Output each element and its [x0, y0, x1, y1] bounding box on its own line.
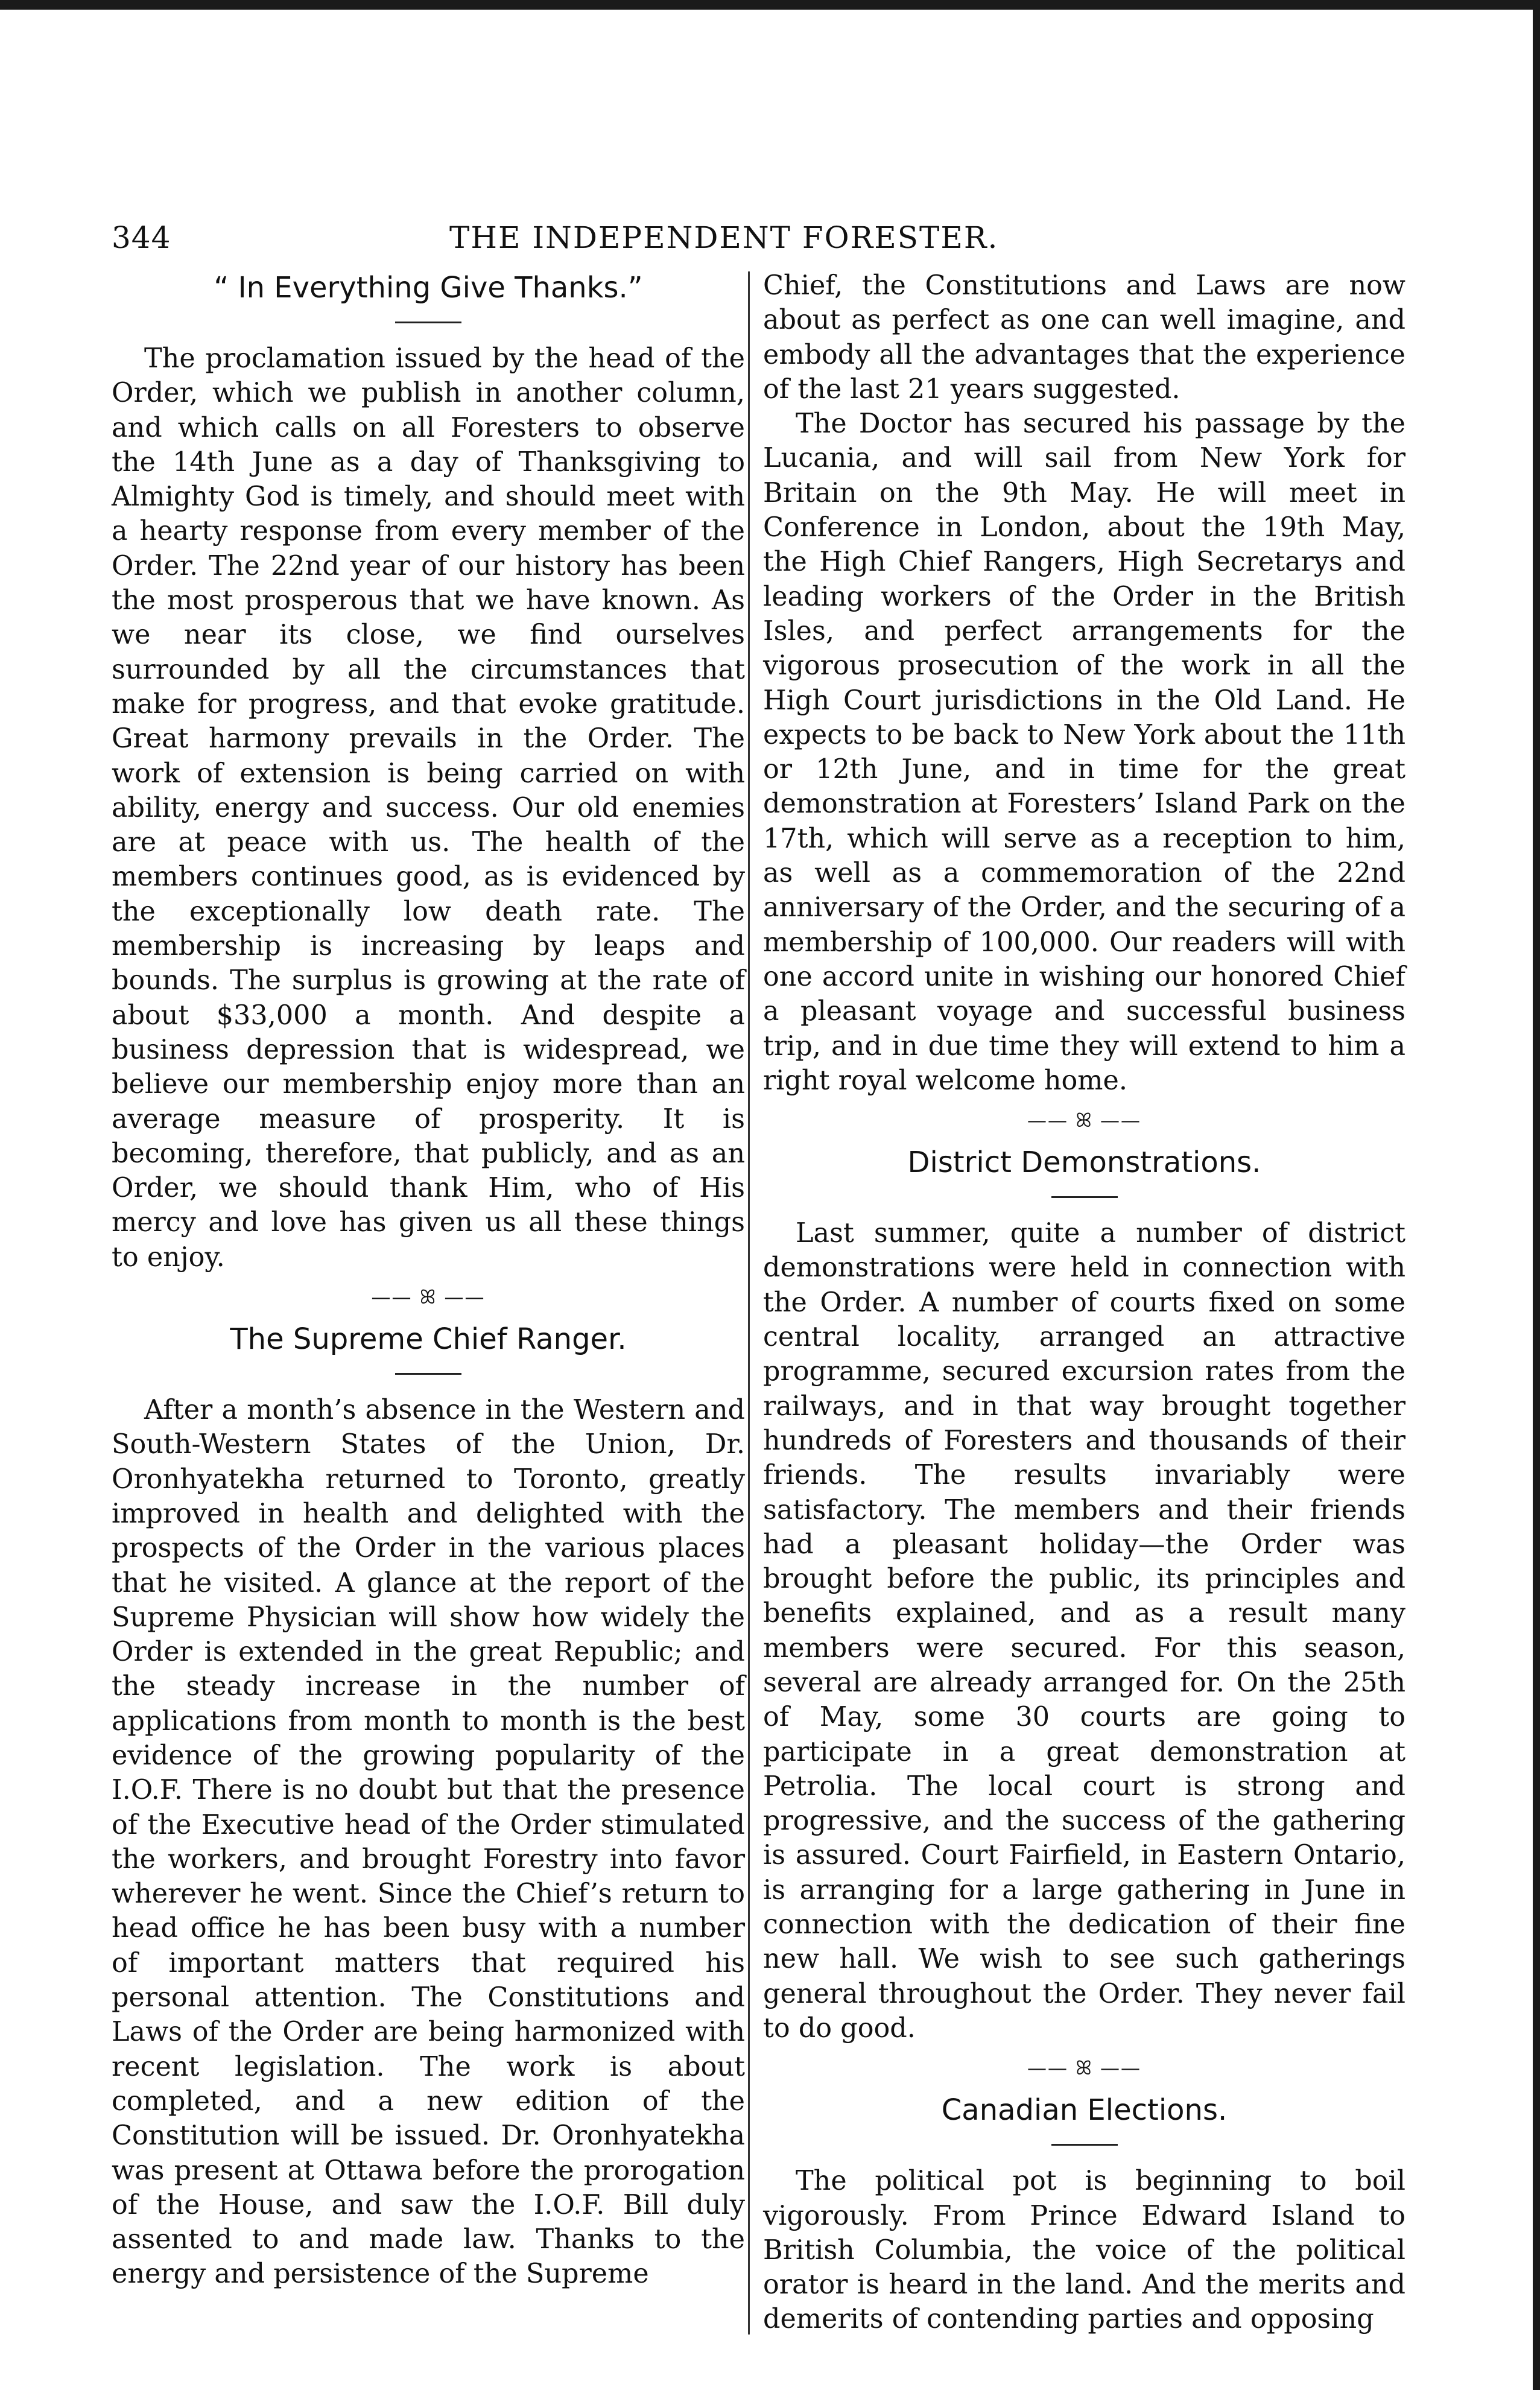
title-rule — [395, 322, 461, 323]
article-body-supreme-chief-continued: Chief, the Constitutions and Laws are now about as perfect as one can well imagine, and embody all the advantages that the experience of the last 21 years suggested. — [763, 270, 1405, 405]
section-ornament: —— ꕤ —— — [1027, 2056, 1141, 2080]
right-column — [763, 268, 1405, 2337]
article-body-supreme-chief: After a month’s absence in the Western and South-Western States of the Union, Dr. Oronhyatekha returned to Toronto, greatly improved in health and delighted with the prospects of the Order in the various places that he visited. A glance at the report of the Supreme Physician will show how widely the Order is extended in the great Republic; and the steady increase in the number of applications from month to month is the best evidence of the growing popularity of the I.O.F. There is no doubt but that the presence of the Executive head of the Order stimulated the workers, and brought Forestry into favor wherever he went. Since the Chief’s return to head office he has been busy with a number of important matters that required his personal attention. The Constitutions and Laws of the Order are being harmonized with recent legislation. The work is about completed, and a new edition of the Constitution will be issued. Dr. Oronhyatekha was present at Ottawa before the prorogation of the House, and saw the I.O.F. Bill duly assented to and made law. Thanks to the energy and persistence of the Supreme — [112, 1395, 745, 2290]
article-title-supreme-chief: The Supreme Chief Ranger. — [230, 1322, 627, 1357]
column-divider — [748, 271, 750, 2335]
article-title-district: District Demonstrations. — [907, 1146, 1261, 1180]
running-title: THE INDEPENDENT FORESTER. — [449, 220, 999, 255]
scan-border-right — [1533, 0, 1540, 2390]
title-rule — [1051, 2144, 1118, 2146]
scan-border-top — [0, 0, 1540, 10]
title-rule — [395, 1373, 461, 1375]
title-rule — [1051, 1196, 1118, 1198]
section-ornament: —— ꕤ —— — [371, 1285, 486, 1309]
page-header — [112, 220, 1408, 262]
article-body-elections: The political pot is beginning to boil vigorously. From Prince Edward Island to British Columbia, the voice of the political orator is heard in the land. And the merits and demerits of contending parties and opposing — [763, 2166, 1405, 2335]
article-title-thanks: “ In Everything Give Thanks.” — [214, 271, 643, 305]
article-body-district: Last summer, quite a number of district demonstrations were held in connection with the Order. A number of courts fixed on some central locality, arranged an attractive programme, secured excursion rates from the railways, and in that way brought together hundreds of Foresters and thousands of their friends. The results invariably were satisfactory. The members and their friends had a pleasant holiday—the Order was brought before the public, its principles and benefits explained, and as a result many members were secured. For this season, several are already arranged for. On the 25th of May, some 30 courts are going to participate in a great demonstration at Petrolia. The local court is strong and progressive, and the success of the gathering is assured. Court Fairfield, in Eastern Ontario, is arranging for a large gathering in June in connection with the dedication of their fine new hall. We wish to see such gatherings general throughout the Order. They never fail to do good. — [763, 1218, 1405, 2044]
section-ornament: —— ꕤ —— — [1027, 1109, 1141, 1132]
page-number: 344 — [112, 220, 171, 255]
article-body-thanks: The proclamation issued by the head of the Order, which we publish in another column, and which calls on all Foresters to observe the 14th June as a day of Thanksgiving to Almighty God is timely, and should meet with a hearty response from every member of the Order. The 22nd year of our history has been the most prosperous that we have known. As we near its close, we find ourselves surrounded by all the circumstances that make for progress, and that evoke gratitude. Great harmony prevails in the Order. The work of extension is being carried on with ability, energy and success. Our old enemies are at peace with us. The health of the members continues good, as is evidenced by the exceptionally low death rate. The membership is increasing by leaps and bounds. The surplus is growing at the rate of about $33,000 a month. And despite a business depression that is widespread, we believe our membership enjoy more than an average measure of prosperity. It is becoming, therefore, that publicly, and as an Order, we should thank Him, who of His mercy and love has given us all these things to enjoy. — [112, 343, 745, 1273]
article-body-supreme-chief-travel: The Doctor has secured his passage by the Lucania, and will sail from New York for Britain on the 9th May. He will meet in Conference in London, about the 19th May, the High Chief Rangers, High Secretarys and leading workers of the Order in the British Isles, and perfect arrangements for the vigorous prosecution of the work in all the High Court jurisdictions in the Old Land. He expects to be back to New York about the 11th or 12th June, and in time for the great demonstration at Foresters’ Island Park on the 17th, which will serve as a reception to him, as well as a commemoration of the 22nd anniversary of the Order, and the securing of a membership of 100,000. Our readers will with one accord unite in wishing our honored Chief a pleasant voyage and successful business trip, and in due time they will extend to him a right royal welcome home. — [763, 408, 1405, 1096]
left-column — [112, 268, 745, 2292]
article-title-elections: Canadian Elections. — [941, 2093, 1228, 2128]
